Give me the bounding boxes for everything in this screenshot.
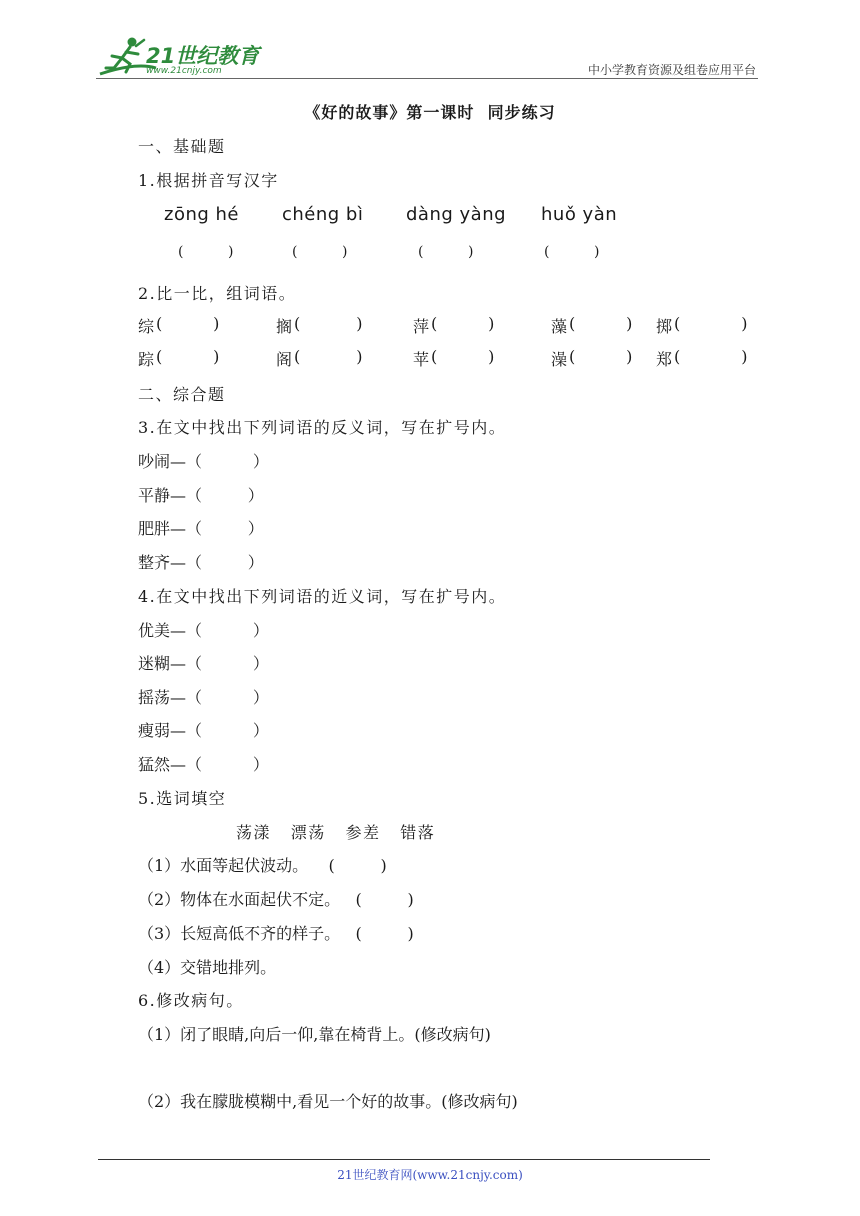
page-title: 《好的故事》第一课时 同步练习	[304, 103, 556, 122]
compare-char: 掷	[656, 317, 673, 336]
pinyin-1: zōng hé	[164, 204, 239, 225]
compare-char: 郑	[656, 350, 673, 369]
compare-char: 苹	[413, 350, 430, 369]
q6-label: 6.修改病句。	[138, 991, 244, 1010]
compare-char: 藻	[551, 317, 568, 336]
synonym-item[interactable]: 迷糊—（ ）	[138, 654, 269, 673]
pinyin-4: huǒ yàn	[541, 204, 618, 225]
antonym-item[interactable]: 平静—（ ）	[138, 486, 264, 505]
compare-char: 阁	[276, 350, 293, 369]
logo-text: 21世纪教育	[146, 44, 260, 68]
answer-blank[interactable]: ( )	[156, 347, 220, 366]
compare-char: 澡	[551, 350, 568, 369]
synonym-item[interactable]: 猛然—（ ）	[138, 755, 269, 774]
answer-blank[interactable]: ( )	[569, 347, 633, 366]
compare-char: 萍	[413, 317, 430, 336]
logo-url: www.21cnjy.com	[146, 66, 222, 76]
q5-label: 5.选词填空	[138, 789, 227, 808]
q2-label: 2.比一比，组词语。	[138, 284, 297, 303]
answer-blank[interactable]: ( )	[294, 314, 363, 333]
fill-item[interactable]: （3）长短高低不齐的样子。 ( )	[138, 924, 414, 943]
answer-blank[interactable]: ( )	[418, 244, 474, 260]
fill-item[interactable]: （1）水面等起伏波动。 ( )	[138, 856, 387, 875]
compare-char: 综	[138, 317, 155, 336]
antonym-item[interactable]: 整齐—（ ）	[138, 553, 264, 572]
antonym-item[interactable]: 肥胖—（ ）	[138, 519, 264, 538]
header-divider	[96, 78, 758, 79]
answer-blank[interactable]: ( )	[674, 314, 748, 333]
synonym-item[interactable]: 优美—（ ）	[138, 621, 269, 640]
compare-char: 搁	[276, 317, 293, 336]
q3-label: 3.在文中找出下列词语的反义词，写在扩号内。	[138, 418, 507, 437]
synonym-item[interactable]: 摇荡—（ ）	[138, 688, 269, 707]
section-basic-heading: 一、基础题	[138, 137, 226, 156]
correction-item: （1）闭了眼睛,向后一仰,靠在椅背上。(修改病句)	[138, 1025, 491, 1044]
footer-divider	[98, 1159, 710, 1160]
answer-blank[interactable]: ( )	[178, 244, 234, 260]
q1-label: 1.根据拼音写汉字	[138, 171, 279, 190]
answer-blank[interactable]: ( )	[674, 347, 748, 366]
platform-name: 中小学教育资源及组卷应用平台	[587, 63, 756, 77]
synonym-item[interactable]: 瘦弱—（ ）	[138, 721, 269, 740]
antonym-item[interactable]: 吵闹—（ ）	[138, 452, 269, 471]
footer-text[interactable]: 21世纪教育网(www.21cnjy.com)	[337, 1168, 523, 1182]
pinyin-3: dàng yàng	[406, 204, 507, 225]
answer-blank[interactable]: ( )	[156, 314, 220, 333]
answer-blank[interactable]: ( )	[544, 244, 600, 260]
answer-blank[interactable]: ( )	[294, 347, 363, 366]
word-options: 荡漾 漂荡 参差 错落	[236, 823, 436, 842]
q4-label: 4.在文中找出下列词语的近义词，写在扩号内。	[138, 587, 507, 606]
compare-char: 踪	[138, 350, 155, 369]
answer-blank[interactable]: ( )	[292, 244, 348, 260]
fill-item: （4）交错地排列。	[138, 958, 277, 977]
correction-item: （2）我在朦胧模糊中,看见一个好的故事。(修改病句)	[138, 1092, 518, 1111]
answer-blank[interactable]: ( )	[431, 347, 495, 366]
pinyin-2: chéng bì	[282, 204, 364, 225]
fill-item[interactable]: （2）物体在水面起伏不定。 ( )	[138, 890, 414, 909]
answer-blank[interactable]: ( )	[569, 314, 633, 333]
section-comprehensive-heading: 二、综合题	[138, 385, 226, 404]
answer-blank[interactable]: ( )	[431, 314, 495, 333]
